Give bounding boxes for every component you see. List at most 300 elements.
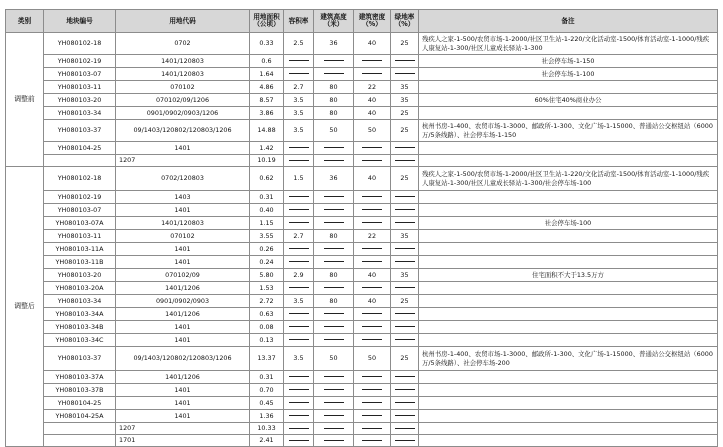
dash-line [395, 222, 415, 223]
empty-cell [354, 423, 391, 435]
land-code-cell: 0702/120803 [116, 167, 250, 191]
summary-row [6, 435, 718, 447]
land-code-cell: 070102/09 [116, 269, 250, 282]
far-cell [284, 142, 314, 155]
land-code-cell: 070102 [116, 81, 250, 94]
empty-cell [314, 423, 354, 435]
note-cell [419, 282, 718, 295]
area-cell: 0.24 [250, 256, 284, 269]
table-row [6, 217, 718, 230]
plot-no-cell: YH080102-19 [44, 55, 116, 68]
plot-no-cell: YH080103-07A [44, 217, 116, 230]
area-cell: 0.45 [250, 397, 284, 410]
land-code-cell: 1401 [116, 142, 250, 155]
dash-line [324, 147, 344, 148]
plot-no-cell: YH080103-11 [44, 230, 116, 243]
header-height-line2: （米） [323, 20, 344, 28]
table-row [6, 371, 718, 384]
dash-line [395, 415, 415, 416]
far-cell: 3.5 [284, 107, 314, 120]
green-cell [391, 384, 419, 397]
dash-line [362, 287, 382, 288]
dash-line [362, 440, 382, 441]
plot-no-cell: YH080103-11 [44, 81, 116, 94]
empty-cell [354, 155, 391, 167]
header-green [391, 10, 419, 33]
dash-line [324, 428, 344, 429]
dash-line [395, 402, 415, 403]
table-row [6, 282, 718, 295]
land-code-cell: 1401/120803 [116, 68, 250, 81]
far-cell: 3.5 [284, 120, 314, 142]
note-cell: 杭州书房-1-400、农贸市场-1-3000、邮政所-1-300、文化广场-1-15000、普通站公交枢纽站（6000万/5条线路）、社会停车场-200 [419, 347, 718, 371]
dash-line [395, 339, 415, 340]
table-row [6, 321, 718, 334]
dash-line [362, 339, 382, 340]
density-cell: 40 [354, 295, 391, 308]
green-cell: 25 [391, 33, 419, 55]
far-cell: 2.9 [284, 269, 314, 282]
far-cell: 3.5 [284, 94, 314, 107]
dash-line [362, 248, 382, 249]
dash-line [324, 326, 344, 327]
far-cell [284, 282, 314, 295]
plot-no-cell: YH080103-37A [44, 371, 116, 384]
area-cell: 10.33 [250, 423, 284, 435]
dash-line [324, 415, 344, 416]
table-row [6, 334, 718, 347]
empty-cell [314, 155, 354, 167]
area-cell: 10.19 [250, 155, 284, 167]
dash-line [289, 402, 309, 403]
area-cell: 2.72 [250, 295, 284, 308]
dash-line [395, 389, 415, 390]
height-cell: 80 [314, 81, 354, 94]
plot-no-cell: YH080104-25A [44, 410, 116, 423]
far-cell: 3.5 [284, 347, 314, 371]
dash-line [324, 196, 344, 197]
land-code-cell: 1401 [116, 321, 250, 334]
dash-line [289, 222, 309, 223]
green-cell [391, 308, 419, 321]
dash-line [362, 73, 382, 74]
green-cell: 25 [391, 295, 419, 308]
height-cell: 36 [314, 167, 354, 191]
note-cell [419, 243, 718, 256]
dash-line [395, 287, 415, 288]
table-row [6, 120, 718, 142]
height-cell [314, 256, 354, 269]
density-cell: 40 [354, 269, 391, 282]
plot-no-cell: YH080103-34A [44, 308, 116, 321]
plot-no-cell: YH080103-34 [44, 107, 116, 120]
dash-line [395, 440, 415, 441]
plot-no-cell: YH080103-20 [44, 269, 116, 282]
note-cell [419, 295, 718, 308]
area-cell: 0.31 [250, 191, 284, 204]
dash-line [362, 326, 382, 327]
dash-line [324, 209, 344, 210]
dash-line [324, 222, 344, 223]
dash-line [324, 389, 344, 390]
table-row [6, 347, 718, 371]
header-density [354, 10, 391, 33]
height-cell: 80 [314, 295, 354, 308]
land-code-cell: 0702 [116, 33, 250, 55]
land-code-cell: 070102 [116, 230, 250, 243]
area-cell: 14.88 [250, 120, 284, 142]
note-cell [419, 321, 718, 334]
green-cell [391, 55, 419, 68]
header-height-line1: 建筑高度 [320, 13, 347, 22]
table-body [6, 33, 718, 447]
land-code-cell: 1701 [116, 435, 250, 447]
table-row [6, 167, 718, 191]
density-cell: 50 [354, 120, 391, 142]
plot-no-cell: YH080103-20 [44, 94, 116, 107]
plot-no-cell: YH080104-25 [44, 142, 116, 155]
height-cell [314, 217, 354, 230]
dash-line [362, 261, 382, 262]
density-cell [354, 371, 391, 384]
dash-line [362, 209, 382, 210]
density-cell [354, 204, 391, 217]
empty-cell [354, 435, 391, 447]
area-cell: 0.13 [250, 334, 284, 347]
note-cell [419, 204, 718, 217]
density-cell [354, 55, 391, 68]
note-cell [419, 371, 718, 384]
dash-line [324, 440, 344, 441]
dash-line [289, 160, 309, 161]
header-green-line1: 绿地率 [394, 13, 415, 22]
dash-line [362, 415, 382, 416]
table-row [6, 204, 718, 217]
far-cell [284, 308, 314, 321]
far-cell [284, 384, 314, 397]
empty-cell [284, 435, 314, 447]
land-code-cell: 1401 [116, 334, 250, 347]
green-cell: 25 [391, 347, 419, 371]
area-cell: 1.64 [250, 68, 284, 81]
table-row [6, 230, 718, 243]
dash-line [324, 73, 344, 74]
plot-no-cell: YH080103-37 [44, 120, 116, 142]
table-row [6, 33, 718, 55]
dash-line [362, 402, 382, 403]
note-cell [419, 397, 718, 410]
dash-line [289, 73, 309, 74]
empty-cell [314, 435, 354, 447]
table-row [6, 384, 718, 397]
green-cell [391, 217, 419, 230]
dash-line [289, 326, 309, 327]
green-cell [391, 371, 419, 384]
plot-no-cell: YH080103-11A [44, 243, 116, 256]
dash-line [362, 389, 382, 390]
green-cell [391, 321, 419, 334]
note-cell [419, 230, 718, 243]
land-code-cell: 09/1403/120802/120803/1206 [116, 347, 250, 371]
note-cell [419, 410, 718, 423]
plot-no-cell: YH080103-07 [44, 204, 116, 217]
far-cell: 1.5 [284, 167, 314, 191]
dash-line [362, 147, 382, 148]
far-cell [284, 371, 314, 384]
dash-line [324, 376, 344, 377]
far-cell: 2.5 [284, 33, 314, 55]
height-cell [314, 321, 354, 334]
density-cell [354, 142, 391, 155]
note-cell [419, 423, 718, 435]
land-code-cell: 1401/1206 [116, 308, 250, 321]
header-far: 容积率 [284, 10, 314, 33]
table-row [6, 142, 718, 155]
height-cell: 80 [314, 269, 354, 282]
green-cell: 25 [391, 167, 419, 191]
area-cell: 0.31 [250, 371, 284, 384]
plot-no-cell [44, 155, 116, 167]
header-plot-no: 地块编号 [44, 10, 116, 33]
land-code-cell: 1207 [116, 155, 250, 167]
note-cell [419, 142, 718, 155]
green-cell [391, 282, 419, 295]
dash-line [289, 313, 309, 314]
area-cell: 1.42 [250, 142, 284, 155]
note-cell [419, 155, 718, 167]
far-cell: 2.7 [284, 81, 314, 94]
land-code-cell: 1401 [116, 410, 250, 423]
area-cell: 8.57 [250, 94, 284, 107]
note-cell: 60%住宅40%商业办公 [419, 94, 718, 107]
dash-line [289, 248, 309, 249]
land-code-cell: 1401/120803 [116, 217, 250, 230]
green-cell: 25 [391, 107, 419, 120]
area-cell: 1.36 [250, 410, 284, 423]
dash-line [289, 287, 309, 288]
empty-cell [391, 423, 419, 435]
dash-line [395, 160, 415, 161]
land-code-cell: 1401/120803 [116, 55, 250, 68]
far-cell: 2.7 [284, 230, 314, 243]
table-row [6, 107, 718, 120]
note-cell: 社会停车场-1-150 [419, 55, 718, 68]
green-cell: 35 [391, 269, 419, 282]
dash-line [324, 287, 344, 288]
density-cell [354, 397, 391, 410]
dash-line [289, 147, 309, 148]
plot-no-cell: YH080103-34B [44, 321, 116, 334]
density-cell [354, 410, 391, 423]
height-cell [314, 55, 354, 68]
note-cell [419, 107, 718, 120]
land-code-cell: 1401 [116, 384, 250, 397]
note-cell: 杭州书房-1-400、农贸市场-1-3000、邮政所-1-300、文化广场-1-15000、普通站公交枢纽站（6000万/5条线路）、社会停车场-1-150 [419, 120, 718, 142]
plot-no-cell: YH080102-18 [44, 33, 116, 55]
dash-line [324, 313, 344, 314]
dash-line [362, 428, 382, 429]
dash-line [395, 196, 415, 197]
table-row [6, 68, 718, 81]
green-cell [391, 243, 419, 256]
empty-cell [391, 155, 419, 167]
plot-no-cell: YH080103-37 [44, 347, 116, 371]
note-cell [419, 256, 718, 269]
area-cell: 0.62 [250, 167, 284, 191]
land-code-cell: 1401 [116, 204, 250, 217]
far-cell [284, 68, 314, 81]
dash-line [289, 261, 309, 262]
plot-no-cell: YH080103-34 [44, 295, 116, 308]
note-cell: 残疾人之家-1-500/农贸市场-1-2000/社区卫生站-1-220/文化活动室-1500/体育活动室-1-1000/残疾人康复站-1-300/社区儿童成长驿站-1-300/社会停车场-100 [419, 167, 718, 191]
dash-line [324, 402, 344, 403]
dash-line [289, 60, 309, 61]
dash-line [289, 339, 309, 340]
density-cell [354, 191, 391, 204]
empty-cell [284, 423, 314, 435]
header-height [314, 10, 354, 33]
density-cell [354, 321, 391, 334]
note-cell: 住宅面积不大于13.5万方 [419, 269, 718, 282]
plot-no-cell: YH080103-11B [44, 256, 116, 269]
far-cell [284, 204, 314, 217]
dash-line [395, 73, 415, 74]
height-cell [314, 282, 354, 295]
density-cell [354, 308, 391, 321]
dash-line [395, 248, 415, 249]
dash-line [289, 440, 309, 441]
height-cell [314, 204, 354, 217]
header-row [6, 10, 718, 33]
density-cell: 22 [354, 81, 391, 94]
dash-line [362, 222, 382, 223]
dash-line [395, 428, 415, 429]
dash-line [362, 160, 382, 161]
table-row [6, 410, 718, 423]
area-cell: 2.41 [250, 435, 284, 447]
density-cell [354, 282, 391, 295]
green-cell [391, 256, 419, 269]
dash-line [395, 147, 415, 148]
plot-no-cell: YH080103-07 [44, 68, 116, 81]
density-cell: 40 [354, 167, 391, 191]
density-cell: 40 [354, 107, 391, 120]
dash-line [362, 60, 382, 61]
density-cell [354, 217, 391, 230]
summary-row [6, 423, 718, 435]
table-row [6, 55, 718, 68]
green-cell: 35 [391, 81, 419, 94]
area-cell: 0.6 [250, 55, 284, 68]
dash-line [395, 313, 415, 314]
land-code-cell: 1207 [116, 423, 250, 435]
header-category: 类别 [6, 10, 44, 33]
area-cell: 3.55 [250, 230, 284, 243]
dash-line [362, 196, 382, 197]
note-cell [419, 308, 718, 321]
land-code-cell: 070102/09/1206 [116, 94, 250, 107]
area-cell: 4.86 [250, 81, 284, 94]
density-cell: 40 [354, 94, 391, 107]
height-cell: 80 [314, 107, 354, 120]
height-cell [314, 334, 354, 347]
area-cell: 0.70 [250, 384, 284, 397]
header-area-line2: （公顷） [253, 20, 280, 28]
height-cell [314, 142, 354, 155]
land-code-cell: 1401/1206 [116, 371, 250, 384]
dash-line [289, 389, 309, 390]
group-after-cell: 调整后 [6, 167, 44, 447]
height-cell: 80 [314, 230, 354, 243]
note-cell [419, 191, 718, 204]
far-cell [284, 397, 314, 410]
header-green-line2: （%） [394, 20, 415, 28]
green-cell [391, 334, 419, 347]
table-row [6, 243, 718, 256]
land-use-table [5, 9, 718, 447]
table-row [6, 269, 718, 282]
density-cell [354, 384, 391, 397]
dash-line [395, 60, 415, 61]
plot-no-cell [44, 423, 116, 435]
area-cell: 5.80 [250, 269, 284, 282]
table-row [6, 308, 718, 321]
land-code-cell: 0901/0902/0903 [116, 295, 250, 308]
height-cell [314, 308, 354, 321]
density-cell [354, 68, 391, 81]
header-density-line2: （%） [362, 20, 382, 28]
table-row [6, 397, 718, 410]
empty-cell [284, 155, 314, 167]
height-cell [314, 191, 354, 204]
dash-line [395, 326, 415, 327]
density-cell: 50 [354, 347, 391, 371]
land-code-cell: 09/1403/120802/120803/1206 [116, 120, 250, 142]
dash-line [289, 209, 309, 210]
area-cell: 0.08 [250, 321, 284, 334]
table-row [6, 94, 718, 107]
empty-cell [391, 435, 419, 447]
land-code-cell: 1401 [116, 256, 250, 269]
height-cell [314, 243, 354, 256]
dash-line [289, 376, 309, 377]
plot-no-cell: YH080104-25 [44, 397, 116, 410]
note-cell: 社会停车场-1-100 [419, 68, 718, 81]
area-cell: 0.26 [250, 243, 284, 256]
header-area [250, 10, 284, 33]
height-cell: 50 [314, 120, 354, 142]
dash-line [362, 313, 382, 314]
green-cell [391, 142, 419, 155]
far-cell [284, 256, 314, 269]
dash-line [289, 196, 309, 197]
plot-no-cell: YH080103-34C [44, 334, 116, 347]
density-cell [354, 256, 391, 269]
area-cell: 0.40 [250, 204, 284, 217]
green-cell: 25 [391, 120, 419, 142]
table-row [6, 256, 718, 269]
plot-no-cell: YH080103-20A [44, 282, 116, 295]
density-cell: 40 [354, 33, 391, 55]
far-cell: 3.5 [284, 295, 314, 308]
far-cell [284, 55, 314, 68]
land-code-cell: 1403 [116, 191, 250, 204]
area-cell: 1.53 [250, 282, 284, 295]
green-cell [391, 397, 419, 410]
density-cell: 22 [354, 230, 391, 243]
dash-line [395, 261, 415, 262]
green-cell [391, 68, 419, 81]
